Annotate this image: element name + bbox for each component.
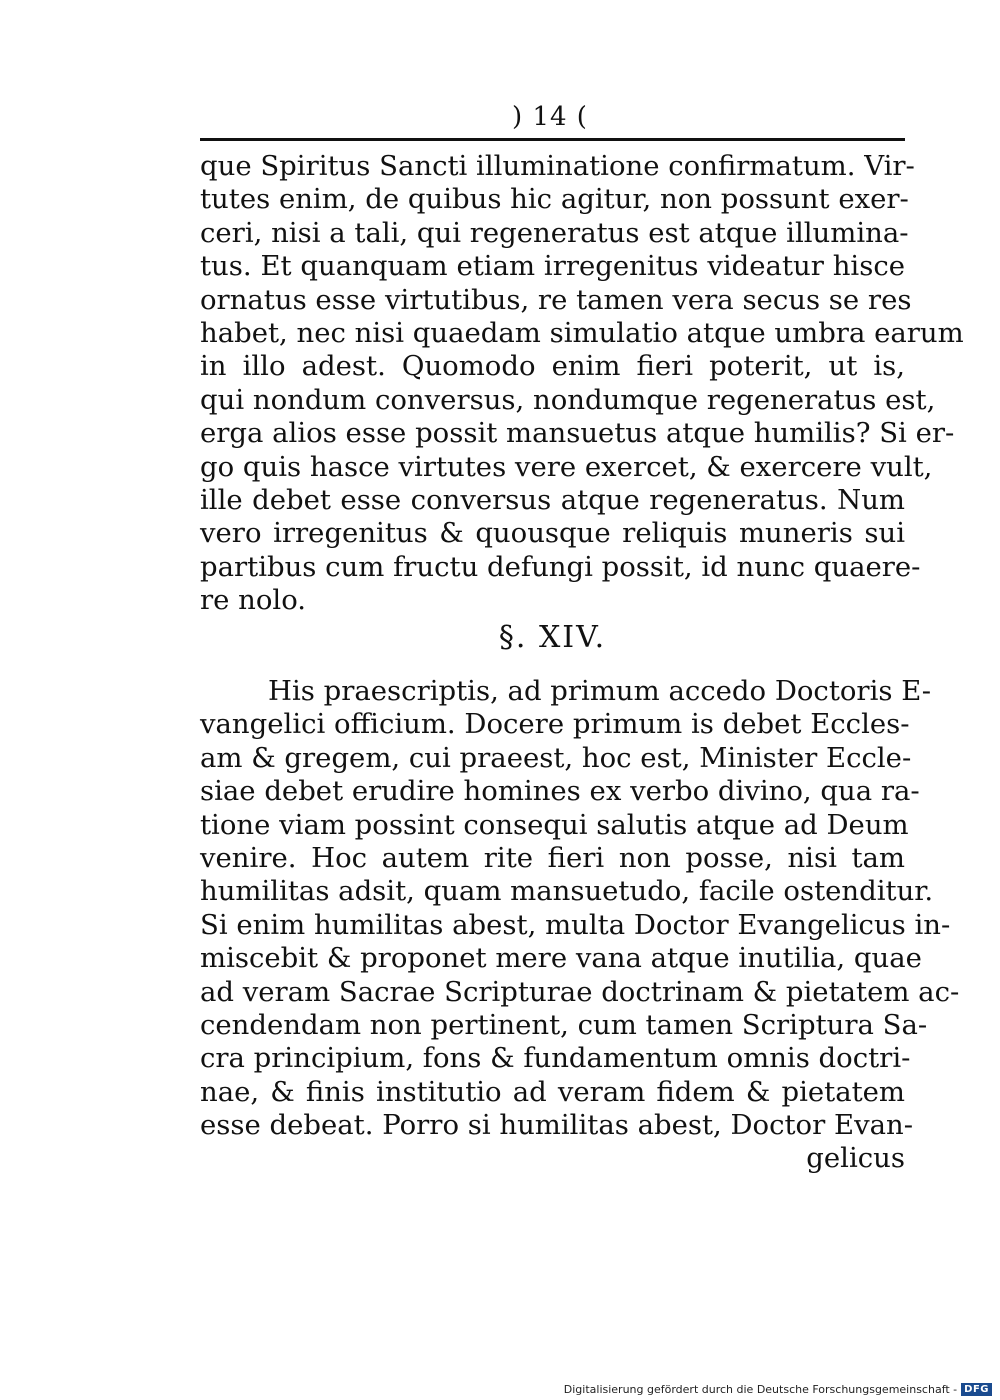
text-line: ceri, nisi a tali, qui regeneratus est atque illumina- — [200, 216, 909, 249]
text-line: vangelici officium. Docere primum is debet Eccles- — [200, 708, 910, 741]
paragraph-2 — [200, 675, 960, 1176]
text-line: tione viam possint consequi salutis atque ad Deum — [200, 808, 909, 841]
text-line: siae debet erudire homines ex verbo divino, qua ra- — [200, 775, 920, 808]
text-line: erga alios esse possit mansuetus atque humilis? Si er- — [200, 417, 955, 450]
page-header: ) 14 ( — [512, 102, 588, 132]
text-line: tutes enim, de quibus hic agitur, non possunt exer- — [200, 183, 909, 216]
text-line: am & gregem, cui praeest, hoc est, Minister Eccle- — [200, 741, 912, 774]
text-line: esse debeat. Porro si humilitas abest, Doctor Evan- — [200, 1109, 913, 1142]
text-line: venire. Hoc autem rite fieri non posse, nisi tam — [200, 841, 905, 874]
text-line: His praescriptis, ad primum accedo Doctoris E- — [268, 675, 932, 707]
footer-text: Digitalisierung gefördert durch die Deutsche Forschungsgemeinschaft - — [563, 1383, 958, 1396]
paragraph-1 — [200, 150, 964, 617]
text-line: humilitas adsit, quam mansuetudo, facile ostenditur. — [200, 875, 934, 908]
text-line: ille debet esse conversus atque regeneratus. Num — [200, 483, 905, 516]
text-line: in illo adest. Quomodo enim fieri poterit, ut is, — [200, 350, 905, 383]
catchword: gelicus — [806, 1142, 905, 1175]
section-heading: §. XIV. — [498, 620, 607, 655]
text-line: ornatus esse virtutibus, re tamen vera secus se res — [200, 283, 912, 316]
text-line: tus. Et quanquam etiam irregenitus videatur hisce — [200, 250, 905, 283]
text-line: habet, nec nisi quaedam simulatio atque umbra earum — [200, 316, 964, 349]
text-line: que Spiritus Sancti illuminatione confirmatum. Vir- — [200, 150, 915, 182]
text-line: partibus cum fructu defungi possit, id nunc quaere- — [200, 550, 921, 583]
text-line: qui nondum conversus, nondumque regeneratus est, — [200, 383, 936, 416]
dfg-logo: DFG — [961, 1383, 992, 1396]
text-line: cra principium, fons & fundamentum omnis doctri- — [200, 1042, 911, 1075]
text-line: re nolo. — [200, 584, 307, 617]
text-line: go quis hasce virtutes vere exercet, & exercere vult, — [200, 450, 933, 483]
text-line: ad veram Sacrae Scripturae doctrinam & pietatem ac- — [200, 975, 960, 1008]
text-line: Si enim humilitas abest, multa Doctor Evangelicus in- — [200, 908, 951, 941]
text-line: vero irregenitus & quousque reliquis muneris sui — [200, 517, 905, 550]
digitization-footer — [564, 1383, 992, 1396]
text-line: nae, & finis institutio ad veram fidem & pietatem — [200, 1075, 905, 1108]
text-line: cendendam non pertinent, cum tamen Scriptura Sa- — [200, 1008, 928, 1041]
header-rule — [200, 138, 905, 141]
text-line: miscebit & proponet mere vana atque inutilia, quae — [200, 942, 922, 975]
